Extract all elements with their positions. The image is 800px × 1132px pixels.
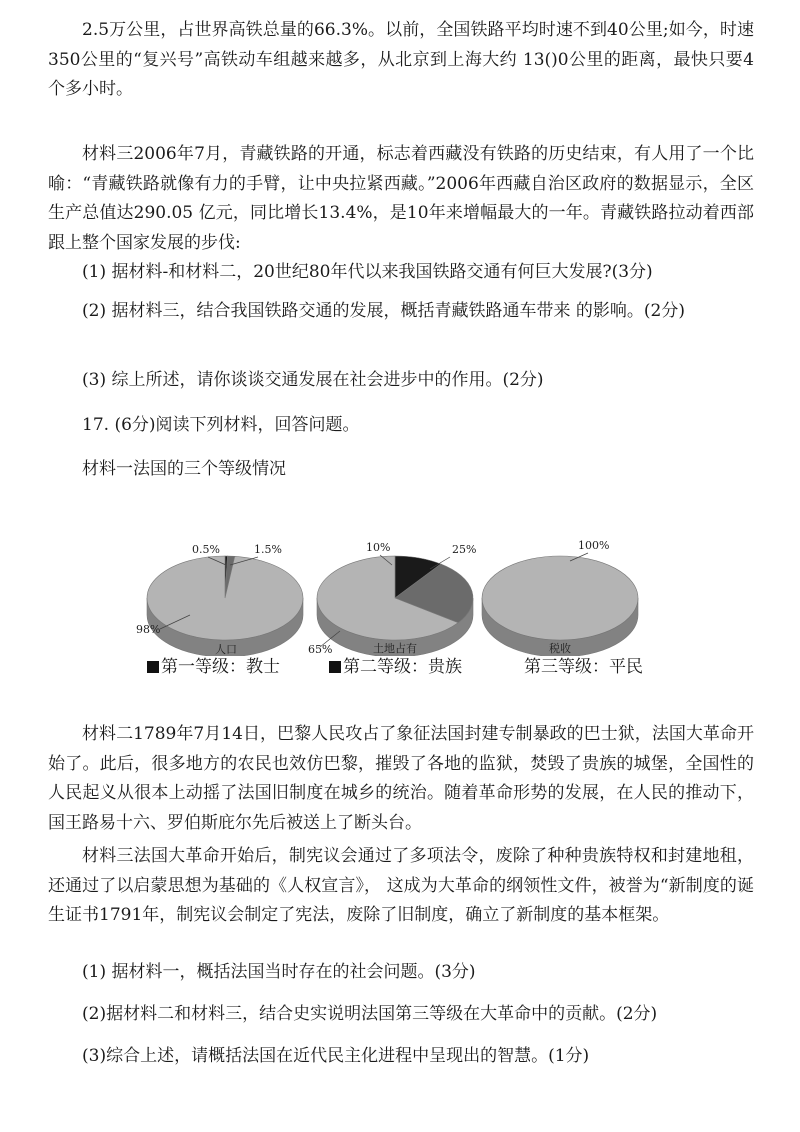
pie-chart-2 (308, 541, 476, 657)
question-1: (1) 据材料-和材料二，20世纪80年代以来我国铁路交通有何巨大发展?(3分) (82, 262, 653, 282)
paragraph-material-three-declaration: 材料三法国大革命开始后，制宪议会通过了多项法令，废除了种种贵族特权和封建地租，还通过了以启蒙思想为基础的《人权宣言》， 这成为大革命的纲领性文件，被誉为“新制度的诞生证书1791年，制宪议会制定了宪法，废除了旧制度，确立了新制度的基本框架。 (48, 846, 754, 925)
material-one-title: 材料一法国的三个等级情况 (82, 459, 286, 479)
pie-1-title: 人口 (215, 643, 237, 656)
legend-second-estate: 第二等级：贵族 (327, 656, 464, 678)
question-3: (3) 综上所述，请你谈谈交通发展在社会进步中的作用。(2分) (82, 370, 544, 390)
pie-2-title: 土地占有 (373, 642, 417, 655)
question-2: (2) 据材料三，结合我国铁路交通的发展，概括青藏铁路通车带来 的影响。(2分) (82, 301, 685, 321)
pie-3-title: 税收 (549, 642, 571, 655)
question-17-2: (2)据材料二和材料三，结合史实说明法国第三等级在大革命中的贡献。(2分) (82, 1004, 658, 1024)
pie-chart-3 (482, 539, 638, 657)
paragraph-high-speed-rail: 2.5万公里，占世界高铁总量的66.3%。以前，全国铁路平均时速不到40公里;如今，时速350公里的“复兴号”高铁动车组越来越多，从北京到上海大约 13()0公里的距离，最快只要4个多小时。 (48, 20, 754, 99)
legend-swatch-dark (329, 661, 341, 673)
paragraph-material-three-tibet: 材料三2006年7月，青藏铁路的开通，标志着西藏没有铁路的历史结束，有人用了一个比喻：“青藏铁路就像有力的手臂，让中央拉紧西藏。”2006年西藏自治区政府的数据显示，全区生产总值达290.05 亿元，同比增长13.4%，是10年来增幅最大的一年。青藏铁路拉动着西部跟上整个国家发展的步伐: (48, 144, 754, 253)
legend-first-estate: 第一等级：教士 (145, 656, 282, 678)
pie-2-label-3: 65% (308, 643, 333, 656)
legend-third-estate: 第三等级：平民 (524, 657, 643, 677)
question-17-1: (1) 据材料一，概括法国当时存在的社会问题。(3分) (82, 962, 476, 982)
pie-3-slice-1 (482, 556, 638, 640)
pie-1-label-3: 98% (136, 623, 161, 636)
pie-3-label-1: 100% (578, 539, 610, 552)
pie-1-label-1: 0.5% (192, 543, 220, 556)
pie-chart-1 (136, 543, 303, 657)
pie-2-label-2: 25% (452, 543, 477, 556)
pie-2-label-1: 10% (366, 541, 391, 554)
pie-1-slice-3 (147, 556, 303, 640)
legend-swatch-black (147, 661, 159, 673)
paragraph-material-two-revolution: 材料二1789年7月14日，巴黎人民攻占了象征法国封建专制暴政的巴士狱，法国大革命开始了。此后，很多地方的农民也效仿巴黎，摧毁了各地的监狱，焚毁了贵族的城堡，全国性的人民起义从很本上动摇了法国旧制度在城乡的统治。随着革命形势的发展，在人民的推动下，国王路易十六、罗伯斯庇尔先后被送上了断头台。 (48, 724, 754, 833)
pie-1-label-2: 1.5% (254, 543, 282, 556)
question-17-3: (3)综合上述，请概括法国在近代民主化进程中呈现出的智慧。(1分) (82, 1046, 590, 1066)
question-17-heading: 17. (6分)阅读下列材料，回答问题。 (82, 415, 360, 435)
